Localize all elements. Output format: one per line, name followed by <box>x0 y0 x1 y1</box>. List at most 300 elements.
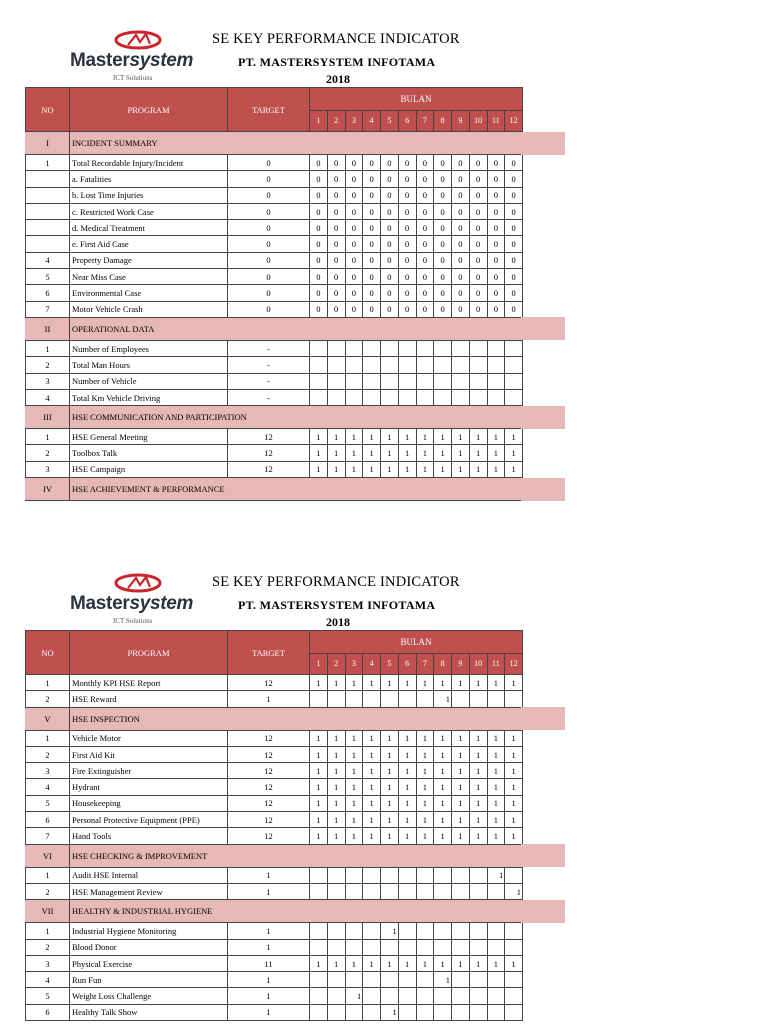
month-value: 0 <box>487 301 505 317</box>
target-value: - <box>228 340 310 356</box>
month-value: 1 <box>452 445 470 461</box>
row-number: 4 <box>26 252 70 268</box>
month-value: 1 <box>345 675 363 691</box>
month-value: 1 <box>452 795 470 811</box>
month-value: 1 <box>505 955 523 971</box>
month-value: 1 <box>327 746 345 762</box>
month-value: 1 <box>452 675 470 691</box>
month-value: 0 <box>327 285 345 301</box>
table-row <box>26 252 523 268</box>
section-band <box>521 900 565 923</box>
section-title: HSE COMMUNICATION AND PARTICIPATION <box>70 406 523 429</box>
month-value <box>416 373 434 389</box>
col-header-month: 12 <box>505 111 523 132</box>
month-value <box>345 939 363 955</box>
month-value <box>452 939 470 955</box>
row-number: 3 <box>26 373 70 389</box>
month-value: 1 <box>310 730 328 746</box>
month-value <box>416 340 434 356</box>
month-value: 1 <box>398 461 416 477</box>
program-name: Hydrant <box>70 779 228 795</box>
program-name: Run Fun <box>70 972 228 988</box>
month-value: 0 <box>505 187 523 203</box>
month-value: 0 <box>416 187 434 203</box>
month-value: 1 <box>469 461 487 477</box>
table-row <box>26 461 523 477</box>
month-value: 1 <box>434 691 452 707</box>
logo-subtitle: ICT Solutions <box>113 74 153 82</box>
month-value: 0 <box>327 220 345 236</box>
month-value: 1 <box>345 429 363 445</box>
month-value: 1 <box>345 795 363 811</box>
month-value: 0 <box>310 171 328 187</box>
month-value: 0 <box>434 220 452 236</box>
month-value: 1 <box>327 461 345 477</box>
month-value: 1 <box>381 955 399 971</box>
section-row <box>26 317 523 340</box>
month-value: 1 <box>381 828 399 844</box>
month-value: 0 <box>434 187 452 203</box>
row-number: 6 <box>26 812 70 828</box>
row-number: 2 <box>26 445 70 461</box>
month-value: 0 <box>434 171 452 187</box>
month-value <box>363 972 381 988</box>
month-value <box>363 1004 381 1020</box>
col-header-month: 5 <box>381 111 399 132</box>
table-row <box>26 923 523 939</box>
target-value: 1 <box>228 883 310 899</box>
month-value <box>452 923 470 939</box>
month-value: 1 <box>505 730 523 746</box>
table-row <box>26 285 523 301</box>
month-value <box>327 373 345 389</box>
month-value: 0 <box>345 252 363 268</box>
month-value: 0 <box>381 285 399 301</box>
month-value: 0 <box>345 301 363 317</box>
month-value <box>310 357 328 373</box>
month-value: 1 <box>434 461 452 477</box>
program-name: Hand Tools <box>70 828 228 844</box>
month-value <box>487 389 505 405</box>
month-value: 0 <box>310 285 328 301</box>
month-value: 1 <box>505 828 523 844</box>
month-value: 1 <box>416 675 434 691</box>
month-value <box>398 1004 416 1020</box>
month-value <box>381 988 399 1004</box>
month-value: 0 <box>469 171 487 187</box>
table-row <box>26 1004 523 1020</box>
program-name: Near Miss Case <box>70 269 228 285</box>
col-header-month: 5 <box>381 654 399 675</box>
month-value: 0 <box>310 155 328 171</box>
month-value: 0 <box>363 203 381 219</box>
month-value: 1 <box>416 429 434 445</box>
month-value: 1 <box>452 746 470 762</box>
month-value <box>416 923 434 939</box>
month-value: 1 <box>505 795 523 811</box>
month-value: 1 <box>487 429 505 445</box>
month-value <box>434 988 452 1004</box>
month-value: 0 <box>310 269 328 285</box>
month-value: 1 <box>363 828 381 844</box>
target-value: 1 <box>228 691 310 707</box>
month-value: 0 <box>505 203 523 219</box>
month-value: 1 <box>381 812 399 828</box>
month-value <box>469 939 487 955</box>
month-value: 1 <box>345 828 363 844</box>
month-value: 1 <box>434 779 452 795</box>
row-number: 2 <box>26 883 70 899</box>
section-title: OPERATIONAL DATA <box>70 317 523 340</box>
col-header-month: 1 <box>310 654 328 675</box>
month-value: 1 <box>381 763 399 779</box>
month-value <box>363 988 381 1004</box>
col-header-month: 11 <box>487 111 505 132</box>
month-value: 0 <box>345 236 363 252</box>
table-row <box>26 340 523 356</box>
month-value <box>416 691 434 707</box>
target-value: 12 <box>228 763 310 779</box>
month-value: 1 <box>434 445 452 461</box>
month-value: 0 <box>434 269 452 285</box>
month-value: 0 <box>469 220 487 236</box>
month-value: 1 <box>434 795 452 811</box>
month-value: 1 <box>434 812 452 828</box>
month-value: 1 <box>505 445 523 461</box>
month-value: 1 <box>505 812 523 828</box>
month-value <box>469 923 487 939</box>
target-value: 1 <box>228 988 310 1004</box>
table-row <box>26 746 523 762</box>
section-number: II <box>26 317 70 340</box>
month-value: 0 <box>452 220 470 236</box>
table-row <box>26 939 523 955</box>
month-value: 0 <box>381 187 399 203</box>
month-value: 0 <box>381 269 399 285</box>
section-row <box>26 900 523 923</box>
row-number: 1 <box>26 155 70 171</box>
month-value: 1 <box>327 445 345 461</box>
month-value <box>345 972 363 988</box>
table-row <box>26 763 523 779</box>
month-value: 0 <box>363 171 381 187</box>
month-value: 1 <box>345 763 363 779</box>
table-row <box>26 269 523 285</box>
month-value: 1 <box>398 812 416 828</box>
col-header-month: 4 <box>363 111 381 132</box>
section-row <box>26 707 523 730</box>
month-value: 1 <box>416 763 434 779</box>
month-value <box>310 972 328 988</box>
month-value: 0 <box>452 269 470 285</box>
month-value <box>487 357 505 373</box>
table-row <box>26 691 523 707</box>
month-value <box>345 691 363 707</box>
month-value: 1 <box>416 730 434 746</box>
month-value: 1 <box>381 730 399 746</box>
program-name: Housekeeping <box>70 795 228 811</box>
month-value: 0 <box>381 203 399 219</box>
col-header-month: 7 <box>416 654 434 675</box>
col-header-month: 6 <box>398 111 416 132</box>
month-value <box>398 923 416 939</box>
month-value: 0 <box>398 252 416 268</box>
section-title: HSE CHECKING & IMPROVEMENT <box>70 844 523 867</box>
col-header-no: NO <box>26 631 70 675</box>
col-header-month: 8 <box>434 111 452 132</box>
section-band <box>521 844 565 867</box>
month-value: 0 <box>469 252 487 268</box>
program-name: b. Lost Time Injuries <box>70 187 228 203</box>
month-value: 0 <box>327 301 345 317</box>
month-value: 0 <box>416 269 434 285</box>
month-value <box>310 939 328 955</box>
program-name: Healthy Talk Show <box>70 1004 228 1020</box>
month-value: 0 <box>416 220 434 236</box>
month-value <box>310 340 328 356</box>
month-value: 1 <box>469 429 487 445</box>
col-header-program: PROGRAM <box>70 631 228 675</box>
month-value <box>505 373 523 389</box>
month-value: 1 <box>327 429 345 445</box>
month-value: 1 <box>416 461 434 477</box>
month-value: 1 <box>363 955 381 971</box>
month-value: 1 <box>487 795 505 811</box>
month-value: 1 <box>505 763 523 779</box>
col-header-month: 9 <box>452 654 470 675</box>
month-value: 1 <box>363 429 381 445</box>
month-value: 0 <box>487 171 505 187</box>
month-value: 0 <box>381 301 399 317</box>
program-name: e. First Aid Case <box>70 236 228 252</box>
month-value <box>381 867 399 883</box>
month-value <box>469 972 487 988</box>
month-value: 1 <box>310 763 328 779</box>
month-value <box>381 373 399 389</box>
month-value <box>469 867 487 883</box>
month-value: 1 <box>381 1004 399 1020</box>
month-value: 0 <box>452 285 470 301</box>
month-value: 0 <box>487 252 505 268</box>
table-row <box>26 236 523 252</box>
program-name: c. Restricted Work Case <box>70 203 228 219</box>
table-row <box>26 429 523 445</box>
month-value <box>327 923 345 939</box>
month-value: 1 <box>469 795 487 811</box>
table-row <box>26 730 523 746</box>
month-value: 0 <box>398 155 416 171</box>
month-value: 0 <box>505 269 523 285</box>
month-value <box>452 988 470 1004</box>
month-value: 1 <box>310 779 328 795</box>
month-value: 1 <box>505 746 523 762</box>
month-value <box>327 867 345 883</box>
program-name: Blood Donor <box>70 939 228 955</box>
month-value: 0 <box>469 203 487 219</box>
month-value: 1 <box>327 828 345 844</box>
month-value: 0 <box>452 236 470 252</box>
month-value: 0 <box>487 203 505 219</box>
month-value: 1 <box>452 812 470 828</box>
month-value <box>345 340 363 356</box>
month-value <box>487 1004 505 1020</box>
month-value: 0 <box>416 252 434 268</box>
month-value <box>505 988 523 1004</box>
month-value <box>363 357 381 373</box>
month-value: 0 <box>416 301 434 317</box>
row-number: 5 <box>26 269 70 285</box>
row-number: 5 <box>26 795 70 811</box>
table-row <box>26 779 523 795</box>
month-value <box>505 972 523 988</box>
month-value: 0 <box>487 155 505 171</box>
target-value: 1 <box>228 867 310 883</box>
month-value <box>487 923 505 939</box>
month-value: 1 <box>381 795 399 811</box>
table-row <box>26 795 523 811</box>
month-value: 1 <box>327 812 345 828</box>
month-value <box>434 883 452 899</box>
table-row <box>26 988 523 1004</box>
month-value: 0 <box>327 155 345 171</box>
col-header-no: NO <box>26 88 70 132</box>
col-header-month: 1 <box>310 111 328 132</box>
month-value: 0 <box>434 301 452 317</box>
row-number <box>26 203 70 219</box>
month-value: 1 <box>452 955 470 971</box>
month-value: 1 <box>327 675 345 691</box>
row-number: 7 <box>26 828 70 844</box>
target-value: 1 <box>228 1004 310 1020</box>
target-value: 0 <box>228 301 310 317</box>
month-value: 1 <box>381 461 399 477</box>
month-value: 1 <box>345 988 363 1004</box>
row-number: 3 <box>26 955 70 971</box>
program-name: Fire Extinguisher <box>70 763 228 779</box>
month-value <box>327 939 345 955</box>
month-value: 0 <box>434 236 452 252</box>
month-value: 1 <box>363 779 381 795</box>
month-value: 0 <box>416 171 434 187</box>
row-number: 2 <box>26 939 70 955</box>
program-name: Personal Protective Equipment (PPE) <box>70 812 228 828</box>
month-value: 0 <box>345 171 363 187</box>
month-value <box>434 939 452 955</box>
month-value: 1 <box>487 763 505 779</box>
logo-swoosh-icon <box>114 573 166 593</box>
month-value: 1 <box>505 675 523 691</box>
month-value <box>452 691 470 707</box>
month-value <box>310 988 328 1004</box>
month-value <box>452 373 470 389</box>
month-value: 1 <box>434 955 452 971</box>
month-value: 0 <box>345 220 363 236</box>
logo-swoosh-icon <box>114 30 166 50</box>
section-band <box>521 317 565 340</box>
row-number <box>26 236 70 252</box>
company-name: PT. MASTERSYSTEM INFOTAMA <box>238 55 436 69</box>
program-name: HSE Campaign <box>70 461 228 477</box>
month-value <box>398 883 416 899</box>
month-value <box>452 1004 470 1020</box>
month-value: 1 <box>363 730 381 746</box>
month-value: 0 <box>363 220 381 236</box>
month-value: 1 <box>487 461 505 477</box>
month-value: 0 <box>363 285 381 301</box>
target-value: - <box>228 389 310 405</box>
program-name: HSE General Meeting <box>70 429 228 445</box>
month-value: 1 <box>505 461 523 477</box>
target-value: 0 <box>228 285 310 301</box>
month-value <box>345 373 363 389</box>
program-name: HSE Reward <box>70 691 228 707</box>
month-value <box>381 340 399 356</box>
month-value <box>416 939 434 955</box>
month-value: 0 <box>398 301 416 317</box>
row-number: 1 <box>26 675 70 691</box>
row-number: 2 <box>26 691 70 707</box>
section-title: HSE INSPECTION <box>70 707 523 730</box>
month-value: 1 <box>487 867 505 883</box>
month-value: 1 <box>327 779 345 795</box>
target-value: 11 <box>228 955 310 971</box>
month-value: 1 <box>398 795 416 811</box>
month-value <box>381 389 399 405</box>
month-value: 0 <box>487 236 505 252</box>
row-number: 1 <box>26 867 70 883</box>
target-value: - <box>228 373 310 389</box>
target-value: 12 <box>228 746 310 762</box>
row-number: 3 <box>26 461 70 477</box>
month-value: 1 <box>381 746 399 762</box>
section-number: V <box>26 707 70 730</box>
month-value: 1 <box>505 883 523 899</box>
row-number: 4 <box>26 779 70 795</box>
month-value: 0 <box>469 187 487 203</box>
month-value: 1 <box>469 763 487 779</box>
row-number <box>26 187 70 203</box>
col-header-month: 8 <box>434 654 452 675</box>
section-title: INCIDENT SUMMARY <box>70 132 523 155</box>
month-value: 0 <box>469 269 487 285</box>
month-value: 1 <box>363 746 381 762</box>
section-row <box>26 844 523 867</box>
month-value <box>434 340 452 356</box>
col-header-month: 2 <box>327 111 345 132</box>
month-value <box>416 389 434 405</box>
month-value <box>310 389 328 405</box>
kpi-table <box>25 630 523 1021</box>
month-value <box>434 389 452 405</box>
month-value: 1 <box>398 429 416 445</box>
month-value <box>363 389 381 405</box>
month-value: 1 <box>398 828 416 844</box>
month-value: 0 <box>345 155 363 171</box>
month-value <box>310 373 328 389</box>
month-value: 0 <box>452 155 470 171</box>
month-value: 1 <box>398 746 416 762</box>
month-value: 1 <box>327 795 345 811</box>
month-value: 0 <box>434 203 452 219</box>
month-value: 1 <box>381 445 399 461</box>
month-value <box>345 389 363 405</box>
month-value: 0 <box>505 171 523 187</box>
month-value: 0 <box>505 220 523 236</box>
month-value <box>363 691 381 707</box>
month-value: 1 <box>381 429 399 445</box>
row-number <box>26 220 70 236</box>
section-title: HEALTHY & INDUSTRIAL HYGIENE <box>70 900 523 923</box>
